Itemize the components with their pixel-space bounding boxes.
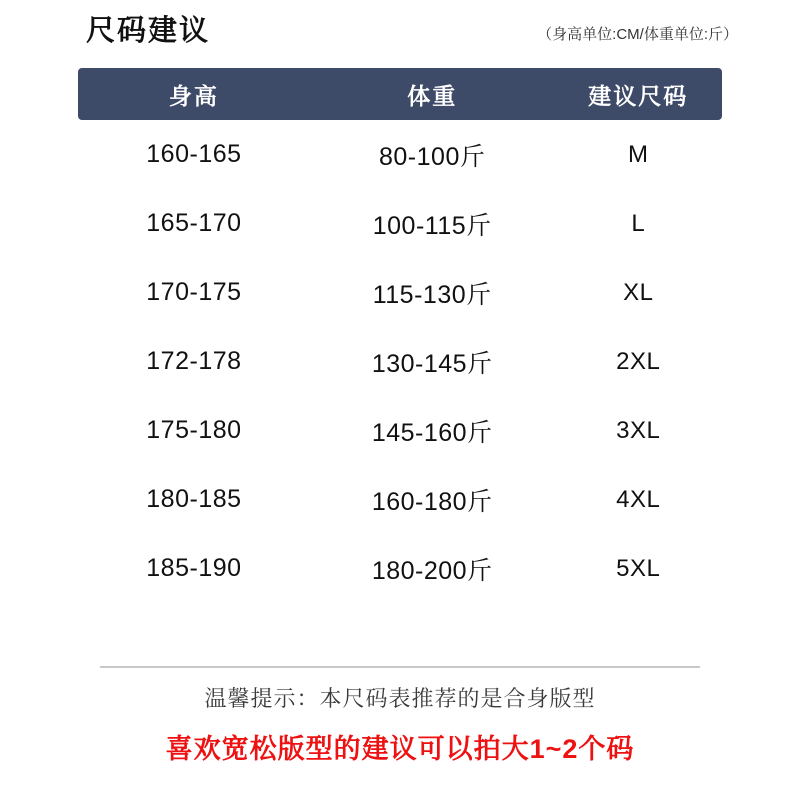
- column-header-size: 建议尺码: [588, 82, 689, 109]
- footer-divider: [100, 666, 700, 668]
- cell-height: 170-175: [146, 278, 242, 306]
- cell-size: 5XL: [616, 554, 661, 582]
- cell-weight: 130-145斤: [371, 349, 493, 378]
- table-row: [78, 534, 722, 603]
- cell-weight: 80-100斤: [379, 142, 486, 171]
- table-header-row: [78, 68, 722, 120]
- cell-height: 175-180: [146, 416, 242, 444]
- column-header-height: 身高: [168, 82, 219, 109]
- cell-size: 4XL: [616, 485, 661, 513]
- table-row: [78, 189, 722, 258]
- page-footer: [0, 666, 800, 800]
- cell-weight: 160-180斤: [371, 487, 493, 516]
- cell-weight: 115-130斤: [372, 280, 492, 309]
- column-header-weight: 体重: [407, 82, 458, 109]
- cell-weight: 180-200斤: [371, 556, 493, 585]
- cell-size: M: [628, 140, 649, 168]
- cell-height: 185-190: [146, 554, 242, 582]
- footer-tip: 温馨提示：本尺码表推荐的是合身版型: [204, 686, 596, 711]
- cell-size: XL: [623, 278, 654, 306]
- table-row: [78, 327, 722, 396]
- page-header: [0, 0, 800, 46]
- table-row: [78, 396, 722, 465]
- table-row: [78, 258, 722, 327]
- cell-height: 172-178: [146, 347, 242, 375]
- size-table: [78, 68, 722, 603]
- cell-height: 180-185: [146, 485, 242, 513]
- cell-weight: 100-115斤: [372, 211, 492, 240]
- cell-weight: 145-160斤: [371, 418, 493, 447]
- table-row: [78, 120, 722, 189]
- cell-size: 2XL: [616, 347, 661, 375]
- cell-size: 3XL: [616, 416, 661, 444]
- table-row: [78, 465, 722, 534]
- footer-warning: 喜欢宽松版型的建议可以拍大1~2个码: [165, 734, 635, 764]
- cell-size: L: [631, 209, 646, 237]
- page-title: 尺码建议: [86, 15, 211, 47]
- cell-height: 165-170: [146, 209, 242, 237]
- units-note: （身高单位:CM/体重单位:斤）: [537, 26, 738, 43]
- cell-height: 160-165: [146, 140, 242, 168]
